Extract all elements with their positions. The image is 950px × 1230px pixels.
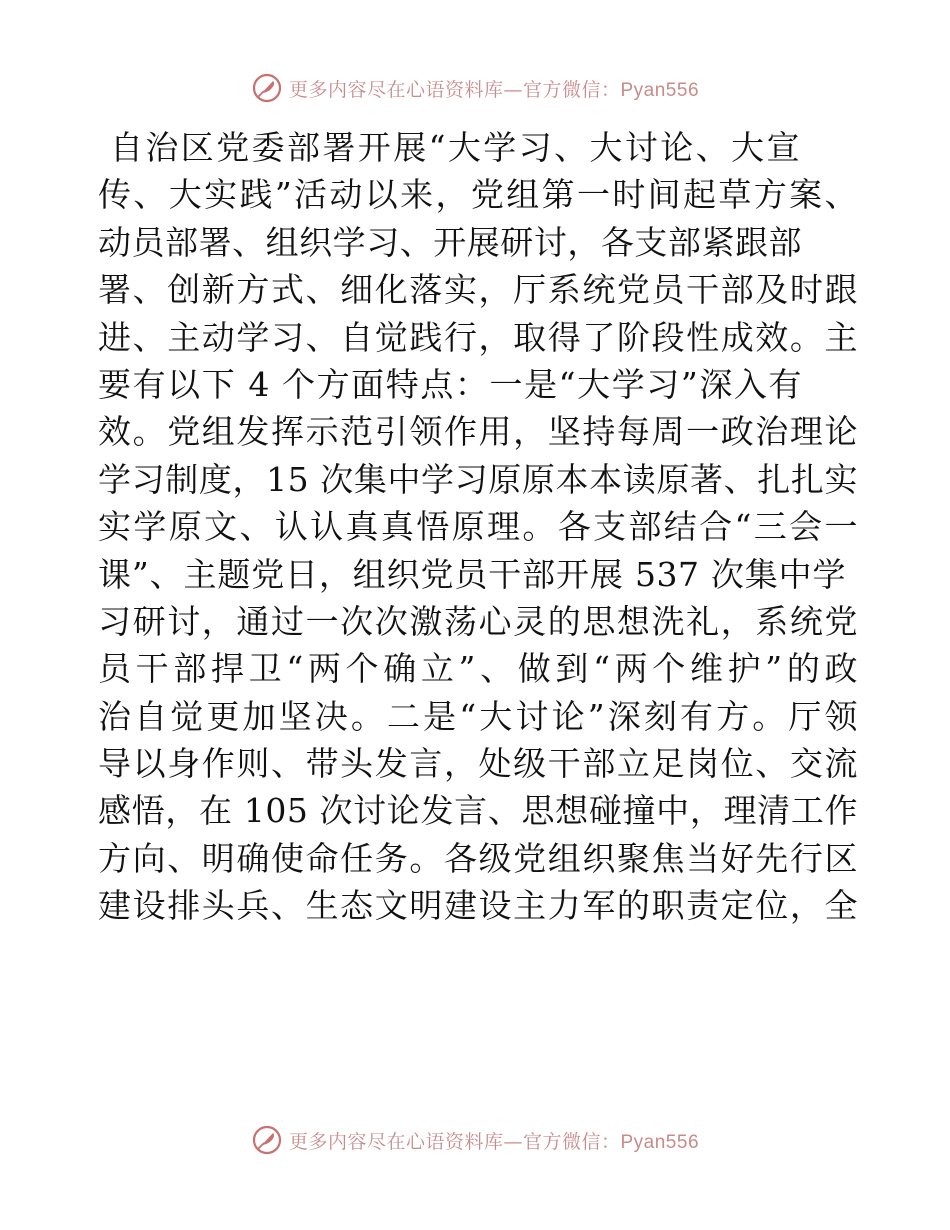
text-line: 建设排头兵、生态文明建设主力军的职责定位，全	[98, 886, 858, 926]
text-line: 感悟，在 105 次讨论发言、思想碰撞中，理清工作	[98, 791, 858, 831]
text-line: 习研讨，通过一次次激荡心灵的思想洗礼，系统党	[98, 601, 858, 641]
text-line: 动员部署、组织学习、开展研讨，各支部紧跟部	[98, 222, 802, 262]
text-line: 治自觉更加坚决。二是“大讨论”深刻有方。厅领	[98, 696, 858, 736]
text-line: 传、大实践”活动以来，党组第一时间起草方案、	[98, 175, 858, 215]
text-line: 方向、明确使命任务。各级党组织聚焦当好先行区	[98, 838, 858, 878]
feather-circle-icon	[251, 1124, 283, 1156]
text-line: 要有以下 4 个方面特点：一是“大学习”深入有	[98, 364, 802, 404]
text-line: 实学原文、认认真真悟原理。各支部结合“三会一	[98, 507, 858, 547]
text-line: 员干部捍卫“两个确立”、做到“两个维护”的政	[98, 649, 858, 689]
watermark-text: 更多内容尽在心语资料库—官方微信：Pyan556	[288, 1130, 700, 1153]
watermark-text: 更多内容尽在心语资料库—官方微信：Pyan556	[288, 78, 700, 101]
watermark-header	[0, 68, 950, 108]
text-line: 自治区党委部署开展“大学习、大讨论、大宣	[110, 128, 800, 167]
watermark-footer	[0, 1120, 950, 1160]
text-line: 进、主动学习、自觉践行，取得了阶段性成效。主	[98, 317, 858, 357]
text-line: 导以身作则、带头发言，处级干部立足岗位、交流	[98, 744, 858, 784]
document-body	[98, 124, 858, 930]
text-line: 课”、主题党日，组织党员干部开展 537 次集中学	[98, 554, 846, 594]
text-line: 署、创新方式、细化落实，厅系统党员干部及时跟	[98, 270, 858, 310]
text-line: 效。党组发挥示范引领作用，坚持每周一政治理论	[98, 412, 858, 452]
text-line: 学习制度，15 次集中学习原原本本读原著、扎扎实	[98, 459, 858, 499]
feather-circle-icon	[251, 72, 283, 104]
